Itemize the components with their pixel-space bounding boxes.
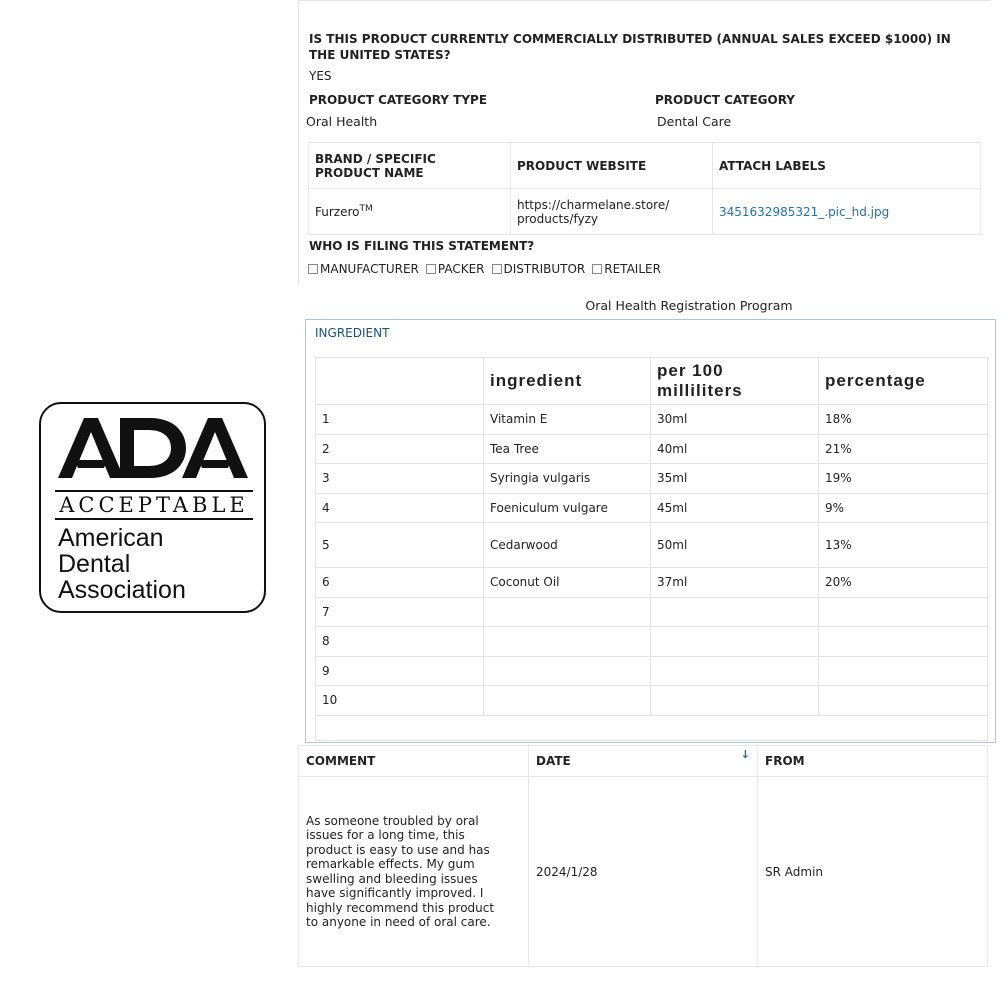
ingredient-percent xyxy=(819,686,988,716)
ingredient-name: Tea Tree xyxy=(484,434,651,464)
brand-header: BRAND / SPECIFIC PRODUCT NAME xyxy=(309,143,511,189)
row-number: 8 xyxy=(316,627,484,657)
checkbox-icon[interactable] xyxy=(592,264,602,274)
ingredient-table-header xyxy=(316,358,988,405)
table-row xyxy=(316,523,988,568)
comment-cell xyxy=(299,777,529,967)
ingredient-percent: 19% xyxy=(819,464,988,494)
row-number: 1 xyxy=(316,405,484,435)
ingredient-percent: 18% xyxy=(819,405,988,435)
registration-panel xyxy=(298,0,990,284)
ingredient-name-header: ingredient xyxy=(484,358,651,405)
ingredient-name: Coconut Oil xyxy=(484,568,651,598)
attach-label-link[interactable]: 3451632985321_.pic_hd.jpg xyxy=(713,189,981,235)
ingredient-name: Foeniculum vulgare xyxy=(484,493,651,523)
ingredient-percent xyxy=(819,656,988,686)
ingredient-table xyxy=(315,357,988,741)
filer-option-distributor[interactable]: DISTRIBUTOR xyxy=(492,262,586,276)
ingredient-amount: 50ml xyxy=(651,523,819,568)
table-row xyxy=(316,656,988,686)
comment-table-header xyxy=(299,746,988,777)
ingredient-panel xyxy=(305,319,996,743)
comment-from: SR Admin xyxy=(758,777,988,967)
brand-table xyxy=(308,142,981,235)
filer-options xyxy=(308,262,661,276)
comment-table xyxy=(298,745,988,967)
filer-option-packer[interactable]: PACKER xyxy=(426,262,485,276)
ingredient-amount: 40ml xyxy=(651,434,819,464)
ada-association-name: American Dental Association xyxy=(58,524,186,604)
checkbox-icon[interactable] xyxy=(492,264,502,274)
table-row xyxy=(316,493,988,523)
empty-cell xyxy=(316,715,988,740)
website-header: PRODUCT WEBSITE xyxy=(511,143,713,189)
ingredient-amount xyxy=(651,597,819,627)
ingredient-amount xyxy=(651,656,819,686)
ingredient-percent: 20% xyxy=(819,568,988,598)
ingredient-percent: 13% xyxy=(819,523,988,568)
row-number: 5 xyxy=(316,523,484,568)
sort-down-icon[interactable]: ↓ xyxy=(740,748,750,761)
date-header[interactable]: DATE ↓ xyxy=(529,746,758,777)
category-label: PRODUCT CATEGORY xyxy=(655,93,795,107)
checkbox-icon[interactable] xyxy=(426,264,436,274)
table-row xyxy=(316,627,988,657)
table-row xyxy=(316,434,988,464)
ingredient-name: Syringia vulgaris xyxy=(484,464,651,494)
ingredient-name xyxy=(484,627,651,657)
distribution-answer: YES xyxy=(309,69,332,83)
ingredient-number-header xyxy=(316,358,484,405)
ada-acceptable-seal xyxy=(39,402,266,613)
row-number: 2 xyxy=(316,434,484,464)
ingredient-name: Vitamin E xyxy=(484,405,651,435)
filer-question: WHO IS FILING THIS STATEMENT? xyxy=(309,239,535,253)
ingredient-amount: 45ml xyxy=(651,493,819,523)
program-title: Oral Health Registration Program xyxy=(585,298,793,313)
table-row xyxy=(316,405,988,435)
table-row xyxy=(316,686,988,716)
row-number: 3 xyxy=(316,464,484,494)
ingredient-percent xyxy=(819,627,988,657)
ingredient-amount: 37ml xyxy=(651,568,819,598)
comment-date: 2024/1/28 xyxy=(529,777,758,967)
category-type-label: PRODUCT CATEGORY TYPE xyxy=(309,93,488,107)
ada-acceptable-text: ACCEPTABLE xyxy=(55,490,253,520)
product-website: https://charmelane.store/ products/fyzy xyxy=(511,189,713,235)
row-number: 6 xyxy=(316,568,484,598)
ingredient-amount-header: per 100 milliliters xyxy=(651,358,819,405)
ingredient-amount: 30ml xyxy=(651,405,819,435)
category-type-value: Oral Health xyxy=(306,114,378,129)
ingredient-name: Cedarwood xyxy=(484,523,651,568)
comment-text: As someone troubled by oral issues for a long time, this product is easy to use and has remarkable effects. My gum swelling and bleeding issues have significantly improved. I highly recommend this product to anyone in need of oral care. xyxy=(306,813,495,929)
brand-name: Furzero™ xyxy=(309,189,511,235)
trademark-mark: TM xyxy=(359,204,373,214)
row-number: 10 xyxy=(316,686,484,716)
row-number: 7 xyxy=(316,597,484,627)
comment-header: COMMENT xyxy=(299,746,529,777)
ingredient-section-title: INGREDIENT xyxy=(315,326,390,340)
ingredient-name xyxy=(484,656,651,686)
from-header: FROM xyxy=(758,746,988,777)
ingredient-amount xyxy=(651,686,819,716)
filer-option-manufacturer[interactable]: MANUFACTURER xyxy=(308,262,419,276)
checkbox-icon[interactable] xyxy=(308,264,318,274)
table-row xyxy=(316,597,988,627)
brand-table-row xyxy=(309,189,981,235)
ingredient-percent xyxy=(819,597,988,627)
ingredient-percent: 21% xyxy=(819,434,988,464)
table-row-empty xyxy=(316,715,988,740)
attach-labels-header: ATTACH LABELS xyxy=(713,143,981,189)
category-value: Dental Care xyxy=(657,114,732,129)
ingredient-name xyxy=(484,686,651,716)
table-row xyxy=(299,777,988,967)
table-row xyxy=(316,464,988,494)
filer-option-retailer[interactable]: RETAILER xyxy=(592,262,661,276)
row-number: 4 xyxy=(316,493,484,523)
ingredient-amount xyxy=(651,627,819,657)
distribution-question: IS THIS PRODUCT CURRENTLY COMMERCIALLY DISTRIBUTED (ANNUAL SALES EXCEED $1000) IN THE UNITED STATES? xyxy=(309,32,951,62)
brand-table-header xyxy=(309,143,981,189)
table-row xyxy=(316,568,988,598)
ingredient-name xyxy=(484,597,651,627)
ingredient-percentage-header: percentage xyxy=(819,358,988,405)
row-number: 9 xyxy=(316,656,484,686)
ingredient-amount: 35ml xyxy=(651,464,819,494)
ada-logo-icon xyxy=(58,416,250,480)
ingredient-percent: 9% xyxy=(819,493,988,523)
